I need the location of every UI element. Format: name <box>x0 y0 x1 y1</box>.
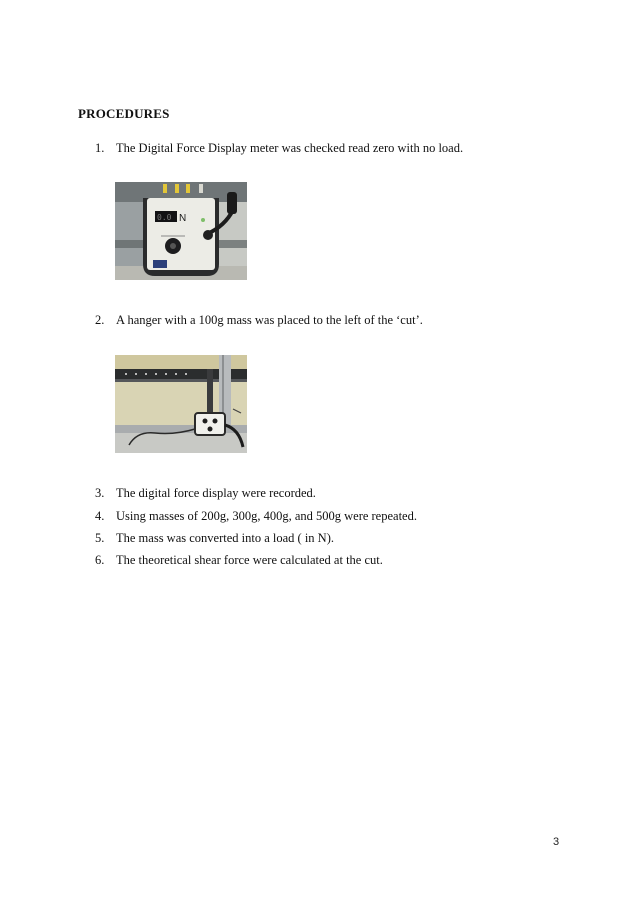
step-text: A hanger with a 100g mass was placed to the left of the ‘cut’. <box>116 313 423 327</box>
procedure-step-2 <box>95 313 423 328</box>
step-number: 3. <box>95 486 105 500</box>
procedure-step-1 <box>95 141 463 156</box>
procedure-step-6 <box>95 553 383 568</box>
step-text: The digital force display were recorded. <box>116 486 316 500</box>
procedure-step-5 <box>95 531 334 546</box>
hanger-apparatus-photo <box>115 355 247 453</box>
step-number: 2. <box>95 313 105 327</box>
step-text: The Digital Force Display meter was checked read zero with no load. <box>116 141 464 155</box>
procedure-step-3 <box>95 486 316 501</box>
procedure-step-4 <box>95 509 417 524</box>
page-number: 3 <box>553 836 560 848</box>
step-text: Using masses of 200g, 300g, 400g, and 500g were repeated. <box>116 509 417 523</box>
step-number: 5. <box>95 531 105 545</box>
step-number: 6. <box>95 553 105 567</box>
step-number: 1. <box>95 141 105 155</box>
step-text: The theoretical shear force were calculated at the cut. <box>116 553 383 567</box>
hanger-apparatus-illustration <box>115 355 247 453</box>
section-heading: PROCEDURES <box>78 106 170 121</box>
digital-force-display-photo <box>115 182 247 280</box>
digital-force-display-illustration <box>115 182 247 280</box>
step-text: The mass was converted into a load ( in N). <box>116 531 334 545</box>
step-number: 4. <box>95 509 105 523</box>
svg-text:0.0: 0.0 <box>157 213 172 222</box>
meter-unit-label: N <box>179 213 187 224</box>
